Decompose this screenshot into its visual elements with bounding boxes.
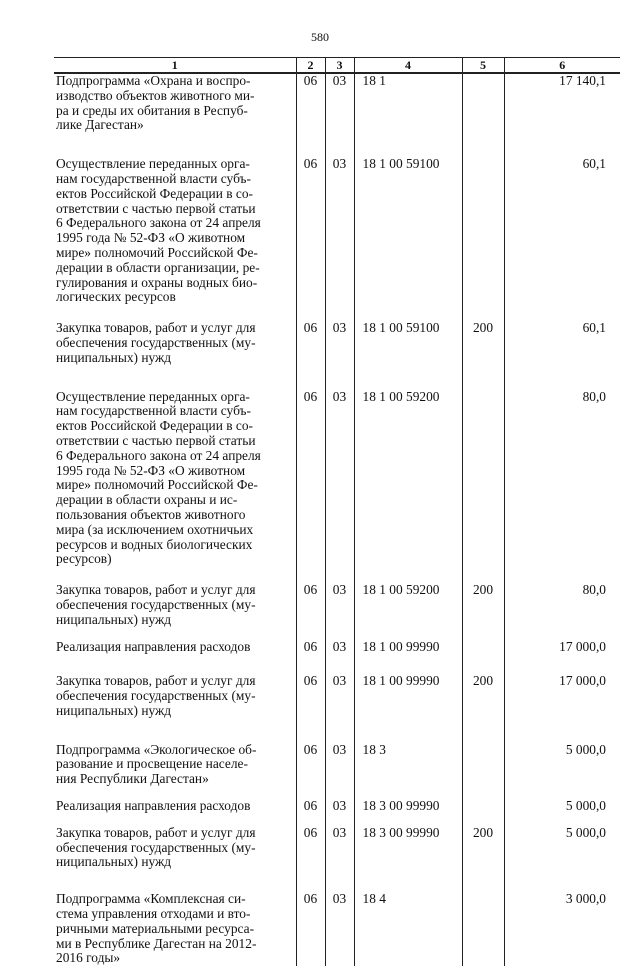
spacer-cell (354, 305, 462, 321)
row-amount-cell: 17 000,0 (504, 640, 620, 655)
spacer-cell (354, 567, 462, 583)
row-section-cell: 06 (296, 674, 325, 718)
spacer-cell (54, 305, 296, 321)
row-spacer (54, 366, 620, 390)
spacer-cell (325, 870, 354, 892)
budget-table (54, 57, 620, 966)
row-amount-cell: 5 000,0 (504, 826, 620, 870)
row-expense-type-cell: 200 (462, 826, 504, 870)
row-spacer (54, 870, 620, 892)
row-subsection-cell: 03 (325, 640, 354, 655)
row-target-code-cell: 18 3 00 99990 (354, 826, 462, 870)
row-target-code-cell: 18 1 00 59200 (354, 390, 462, 568)
row-subsection-cell: 03 (325, 674, 354, 718)
spacer-cell (462, 628, 504, 640)
spacer-cell (325, 366, 354, 390)
row-target-code-cell: 18 1 00 99990 (354, 674, 462, 718)
spacer-cell (504, 366, 620, 390)
spacer-cell (54, 567, 296, 583)
row-section-cell: 06 (296, 640, 325, 655)
spacer-cell (54, 133, 296, 157)
spacer-cell (325, 654, 354, 674)
page-number: 580 (311, 30, 329, 44)
column-header-6: 6 (504, 58, 620, 74)
row-amount-cell: 60,1 (504, 321, 620, 365)
row-section-cell: 06 (296, 799, 325, 814)
row-expense-type-cell (462, 157, 504, 305)
spacer-cell (354, 366, 462, 390)
row-expense-type-cell: 200 (462, 321, 504, 365)
row-spacer (54, 719, 620, 743)
spacer-cell (462, 305, 504, 321)
row-target-code-cell: 18 3 (354, 743, 462, 787)
spacer-cell (325, 567, 354, 583)
row-amount-cell: 17 000,0 (504, 674, 620, 718)
spacer-cell (504, 305, 620, 321)
table-row (54, 583, 620, 627)
column-header-5: 5 (462, 58, 504, 74)
row-name-cell: Осуществление переданных орга- нам государственной власти субъ- ектов Российской Федерации в со- ответствии с частью первой статьи 6 Федерального закона от 24 апреля 1995 года № 52-ФЗ «О животном мире» полномочий Российской Фе- дерации в области организации, ре- гулирования и охраны водных био- логических ресурсов (56, 156, 261, 305)
row-target-code-cell: 18 4 (354, 892, 462, 966)
table-row (54, 743, 620, 787)
row-section-cell: 06 (296, 73, 325, 133)
row-subsection-cell: 03 (325, 826, 354, 870)
table-row (54, 674, 620, 718)
spacer-cell (462, 567, 504, 583)
row-amount-cell: 60,1 (504, 157, 620, 305)
spacer-cell (354, 719, 462, 743)
spacer-cell (325, 628, 354, 640)
spacer-cell (296, 567, 325, 583)
spacer-cell (354, 870, 462, 892)
spacer-cell (54, 366, 296, 390)
table-row (54, 73, 620, 133)
table-row (54, 157, 620, 305)
row-expense-type-cell: 200 (462, 674, 504, 718)
spacer-cell (325, 133, 354, 157)
row-subsection-cell: 03 (325, 799, 354, 814)
row-spacer (54, 305, 620, 321)
spacer-cell (54, 870, 296, 892)
row-target-code-cell: 18 1 00 59200 (354, 583, 462, 627)
spacer-cell (325, 719, 354, 743)
row-name-cell: Подпрограмма «Охрана и воспро- изводство объектов животного ми- ра и среды их обитания в Респуб- лике Дагестан» (56, 73, 255, 133)
row-section-cell: 06 (296, 892, 325, 966)
spacer-cell (504, 133, 620, 157)
column-header-3: 3 (325, 58, 354, 74)
row-amount-cell: 3 000,0 (504, 892, 620, 966)
row-expense-type-cell: 200 (462, 583, 504, 627)
row-name-cell: Реализация направления расходов (56, 798, 251, 814)
spacer-cell (504, 719, 620, 743)
spacer-cell (296, 366, 325, 390)
spacer-cell (462, 870, 504, 892)
row-expense-type-cell (462, 73, 504, 133)
row-subsection-cell: 03 (325, 743, 354, 787)
row-subsection-cell: 03 (325, 321, 354, 365)
row-section-cell: 06 (296, 826, 325, 870)
row-target-code-cell: 18 1 00 59100 (354, 157, 462, 305)
column-header-2: 2 (296, 58, 325, 74)
spacer-cell (462, 787, 504, 799)
row-spacer (54, 628, 620, 640)
row-expense-type-cell (462, 799, 504, 814)
row-spacer (54, 654, 620, 674)
row-amount-cell: 80,0 (504, 583, 620, 627)
row-name-cell: Закупка товаров, работ и услуг для обеспечения государственных (му- ниципальных) нужд (56, 320, 256, 365)
row-spacer (54, 133, 620, 157)
table-row (54, 390, 620, 568)
row-amount-cell: 5 000,0 (504, 743, 620, 787)
spacer-cell (296, 133, 325, 157)
table-row (54, 826, 620, 870)
spacer-cell (54, 719, 296, 743)
row-subsection-cell: 03 (325, 73, 354, 133)
row-section-cell: 06 (296, 390, 325, 568)
row-expense-type-cell (462, 892, 504, 966)
spacer-cell (504, 567, 620, 583)
spacer-cell (462, 719, 504, 743)
table-row (54, 321, 620, 365)
row-name-cell: Закупка товаров, работ и услуг для обеспечения государственных (му- ниципальных) нужд (56, 673, 256, 718)
row-spacer (54, 567, 620, 583)
row-section-cell: 06 (296, 743, 325, 787)
row-name-cell: Закупка товаров, работ и услуг для обеспечения государственных (му- ниципальных) нужд (56, 582, 256, 627)
row-target-code-cell: 18 1 (354, 73, 462, 133)
row-section-cell: 06 (296, 321, 325, 365)
spacer-cell (54, 628, 296, 640)
row-name-cell: Реализация направления расходов (56, 638, 251, 654)
row-amount-cell: 17 140,1 (504, 73, 620, 133)
spacer-cell (354, 628, 462, 640)
row-subsection-cell: 03 (325, 583, 354, 627)
row-subsection-cell: 03 (325, 892, 354, 966)
row-section-cell: 06 (296, 583, 325, 627)
column-header-1: 1 (54, 58, 296, 74)
spacer-cell (504, 628, 620, 640)
spacer-cell (296, 654, 325, 674)
row-expense-type-cell (462, 640, 504, 655)
row-subsection-cell: 03 (325, 390, 354, 568)
spacer-cell (462, 654, 504, 674)
table-body (54, 73, 620, 966)
spacer-cell (462, 366, 504, 390)
row-target-code-cell: 18 1 00 99990 (354, 640, 462, 655)
row-expense-type-cell (462, 390, 504, 568)
spacer-cell (325, 305, 354, 321)
spacer-cell (354, 654, 462, 674)
spacer-cell (296, 305, 325, 321)
row-target-code-cell: 18 3 00 99990 (354, 799, 462, 814)
spacer-cell (54, 654, 296, 674)
row-expense-type-cell (462, 743, 504, 787)
row-section-cell: 06 (296, 157, 325, 305)
row-amount-cell: 80,0 (504, 390, 620, 568)
spacer-cell (296, 870, 325, 892)
row-name-cell: Подпрограмма «Комплексная си- стема управления отходами и вто- ричными материальными ресурса- ми в Республике Дагестан на 2012- 2016 годы» (56, 891, 257, 966)
row-name-cell: Подпрограмма «Экологическое об- разование и просвещение населе- ния Республики Дагестан» (56, 741, 257, 787)
spacer-cell (354, 133, 462, 157)
header-row (54, 58, 620, 74)
row-name-cell: Осуществление переданных орга- нам государственной власти субъ- ектов Российской Федерации в со- ответствии с частью первой статьи 6 Федерального закона от 24 апреля 1995 года № 52-ФЗ «О животном мире» полномочий Российской Фе- дерации в области охраны и ис- пользования объектов животного мира (за исключением охотничьих ресурсов и водных биологических ресурсов) (56, 388, 261, 567)
table-row (54, 640, 620, 655)
table-row (54, 799, 620, 814)
column-header-4: 4 (354, 58, 462, 74)
row-subsection-cell: 03 (325, 157, 354, 305)
spacer-cell (504, 870, 620, 892)
spacer-cell (504, 654, 620, 674)
table-row (54, 892, 620, 966)
row-amount-cell: 5 000,0 (504, 799, 620, 814)
spacer-cell (462, 133, 504, 157)
row-target-code-cell: 18 1 00 59100 (354, 321, 462, 365)
spacer-cell (296, 628, 325, 640)
row-name-cell: Закупка товаров, работ и услуг для обеспечения государственных (му- ниципальных) нужд (56, 824, 256, 870)
table-header (54, 58, 620, 74)
spacer-cell (296, 719, 325, 743)
